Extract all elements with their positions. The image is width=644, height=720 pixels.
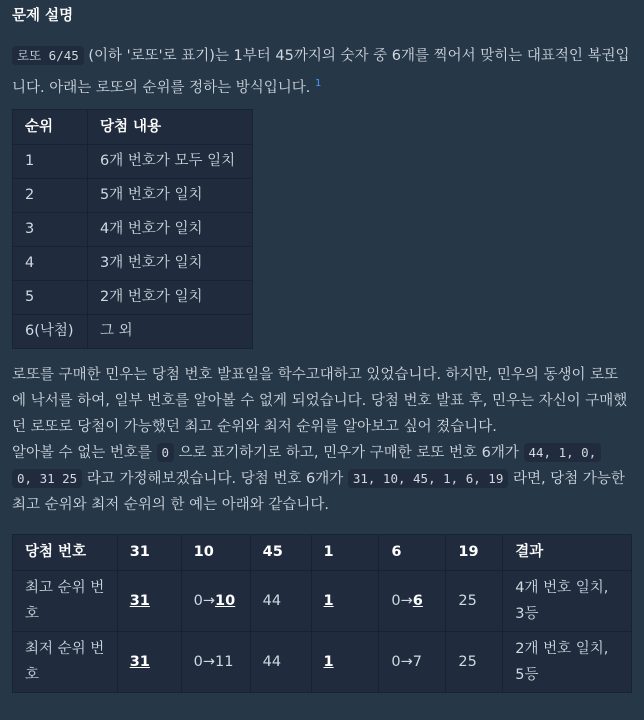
section-heading: 문제 설명 xyxy=(12,8,74,24)
content-cell: 그 외 xyxy=(88,314,253,348)
table-row-best xyxy=(13,570,632,631)
bought-numbers-code-b: 0, 31 25 xyxy=(12,469,82,488)
header-cell: 31 xyxy=(117,534,181,570)
content-cell: 5개 번호가 일치 xyxy=(88,178,253,212)
row-label: 최고 순위 번호 xyxy=(13,570,118,631)
matched-number: 10 xyxy=(215,592,236,609)
example-text-3: 라고 가정해보겠습니다. 당첨 번호 6개가 xyxy=(86,470,344,487)
header-rank: 순위 xyxy=(13,109,88,144)
intro-text: (이하 '로또'로 표기)는 1부터 45까지의 숫자 중 6개를 찍어서 맞히는 대표적인 복권입니다. 아래는 로또의 순위를 정하는 방식입니다. xyxy=(12,48,630,96)
matched-number: 6 xyxy=(412,592,423,609)
intro-paragraph xyxy=(12,43,632,101)
table-row xyxy=(13,280,253,314)
matched-number: 31 xyxy=(129,653,150,670)
table-row xyxy=(13,178,253,212)
data-cell xyxy=(181,570,250,631)
header-cell: 당첨 번호 xyxy=(13,534,118,570)
data-cell xyxy=(117,570,181,631)
result-cell: 2개 번호 일치, 5등 xyxy=(503,631,632,692)
data-cell: 44 xyxy=(250,570,311,631)
table-row xyxy=(13,212,253,246)
example-text-2: 으로 표기하기로 하고, 민우가 구매한 로또 번호 6개가 xyxy=(178,444,519,461)
rank-cell: 3 xyxy=(13,212,88,246)
rank-cell: 6(낙첨) xyxy=(13,314,88,348)
row-label: 최저 순위 번호 xyxy=(13,631,118,692)
example-text-1: 알아볼 수 없는 번호를 xyxy=(12,444,152,461)
matched-number: 1 xyxy=(323,653,334,670)
data-cell: 44 xyxy=(250,631,311,692)
zero-code: 0 xyxy=(157,443,175,462)
content-cell: 2개 번호가 일치 xyxy=(88,280,253,314)
data-cell xyxy=(311,631,379,692)
rank-cell: 2 xyxy=(13,178,88,212)
content-cell: 3개 번호가 일치 xyxy=(88,246,253,280)
content-cell: 6개 번호가 모두 일치 xyxy=(88,144,253,178)
header-cell: 19 xyxy=(446,534,503,570)
bought-numbers-code-a: 44, 1, 0, xyxy=(524,443,602,462)
content-cell: 4개 번호가 일치 xyxy=(88,212,253,246)
table-row xyxy=(13,144,253,178)
table-row xyxy=(13,314,253,348)
data-cell: 0→11 xyxy=(181,631,250,692)
matched-number: 31 xyxy=(129,592,150,609)
header-cell: 결과 xyxy=(503,534,632,570)
footnote-link[interactable]: 1 xyxy=(315,78,322,89)
example-paragraph xyxy=(12,440,632,518)
header-cell: 1 xyxy=(311,534,379,570)
rank-cell: 4 xyxy=(13,246,88,280)
story-paragraph: 로또를 구매한 민우는 당첨 번호 발표일을 학수고대하고 있었습니다. 하지만, 민우의 동생이 로또에 낙서를 하여, 일부 번호를 알아볼 수 없게 되었습니다. 당첨 번호 발표 후, 민우는 자신이 구매했던 로또로 당첨이 가능했던 최고 순위와 최저 순위를 알아보고 싶어 졌습니다. xyxy=(12,366,628,435)
data-cell: 25 xyxy=(446,631,503,692)
result-cell: 4개 번호 일치, 3등 xyxy=(503,570,632,631)
matched-number: 1 xyxy=(323,592,334,609)
winning-numbers-code: 31, 10, 45, 1, 6, 19 xyxy=(348,469,509,488)
example-header-row xyxy=(13,534,632,570)
rank-cell: 5 xyxy=(13,280,88,314)
data-cell xyxy=(379,570,446,631)
rank-table xyxy=(12,109,253,349)
table-row-worst xyxy=(13,631,632,692)
header-cell: 6 xyxy=(379,534,446,570)
data-cell xyxy=(117,631,181,692)
lotto-code: 로또 6/45 xyxy=(12,46,84,65)
example-text-4: 라면, 당첨 가능한 최고 순위와 최저 순위의 한 예는 아래와 같습니다. xyxy=(12,470,625,513)
header-content: 당첨 내용 xyxy=(88,109,253,144)
header-cell: 10 xyxy=(181,534,250,570)
data-cell: 25 xyxy=(446,570,503,631)
example-table xyxy=(12,534,632,693)
replacement-arrow: 0→ xyxy=(391,592,413,609)
table-row xyxy=(13,246,253,280)
header-cell: 45 xyxy=(250,534,311,570)
data-cell: 0→7 xyxy=(379,631,446,692)
replacement-arrow: 0→ xyxy=(193,592,216,609)
table-header-row xyxy=(13,109,253,144)
data-cell xyxy=(311,570,379,631)
rank-cell: 1 xyxy=(13,144,88,178)
